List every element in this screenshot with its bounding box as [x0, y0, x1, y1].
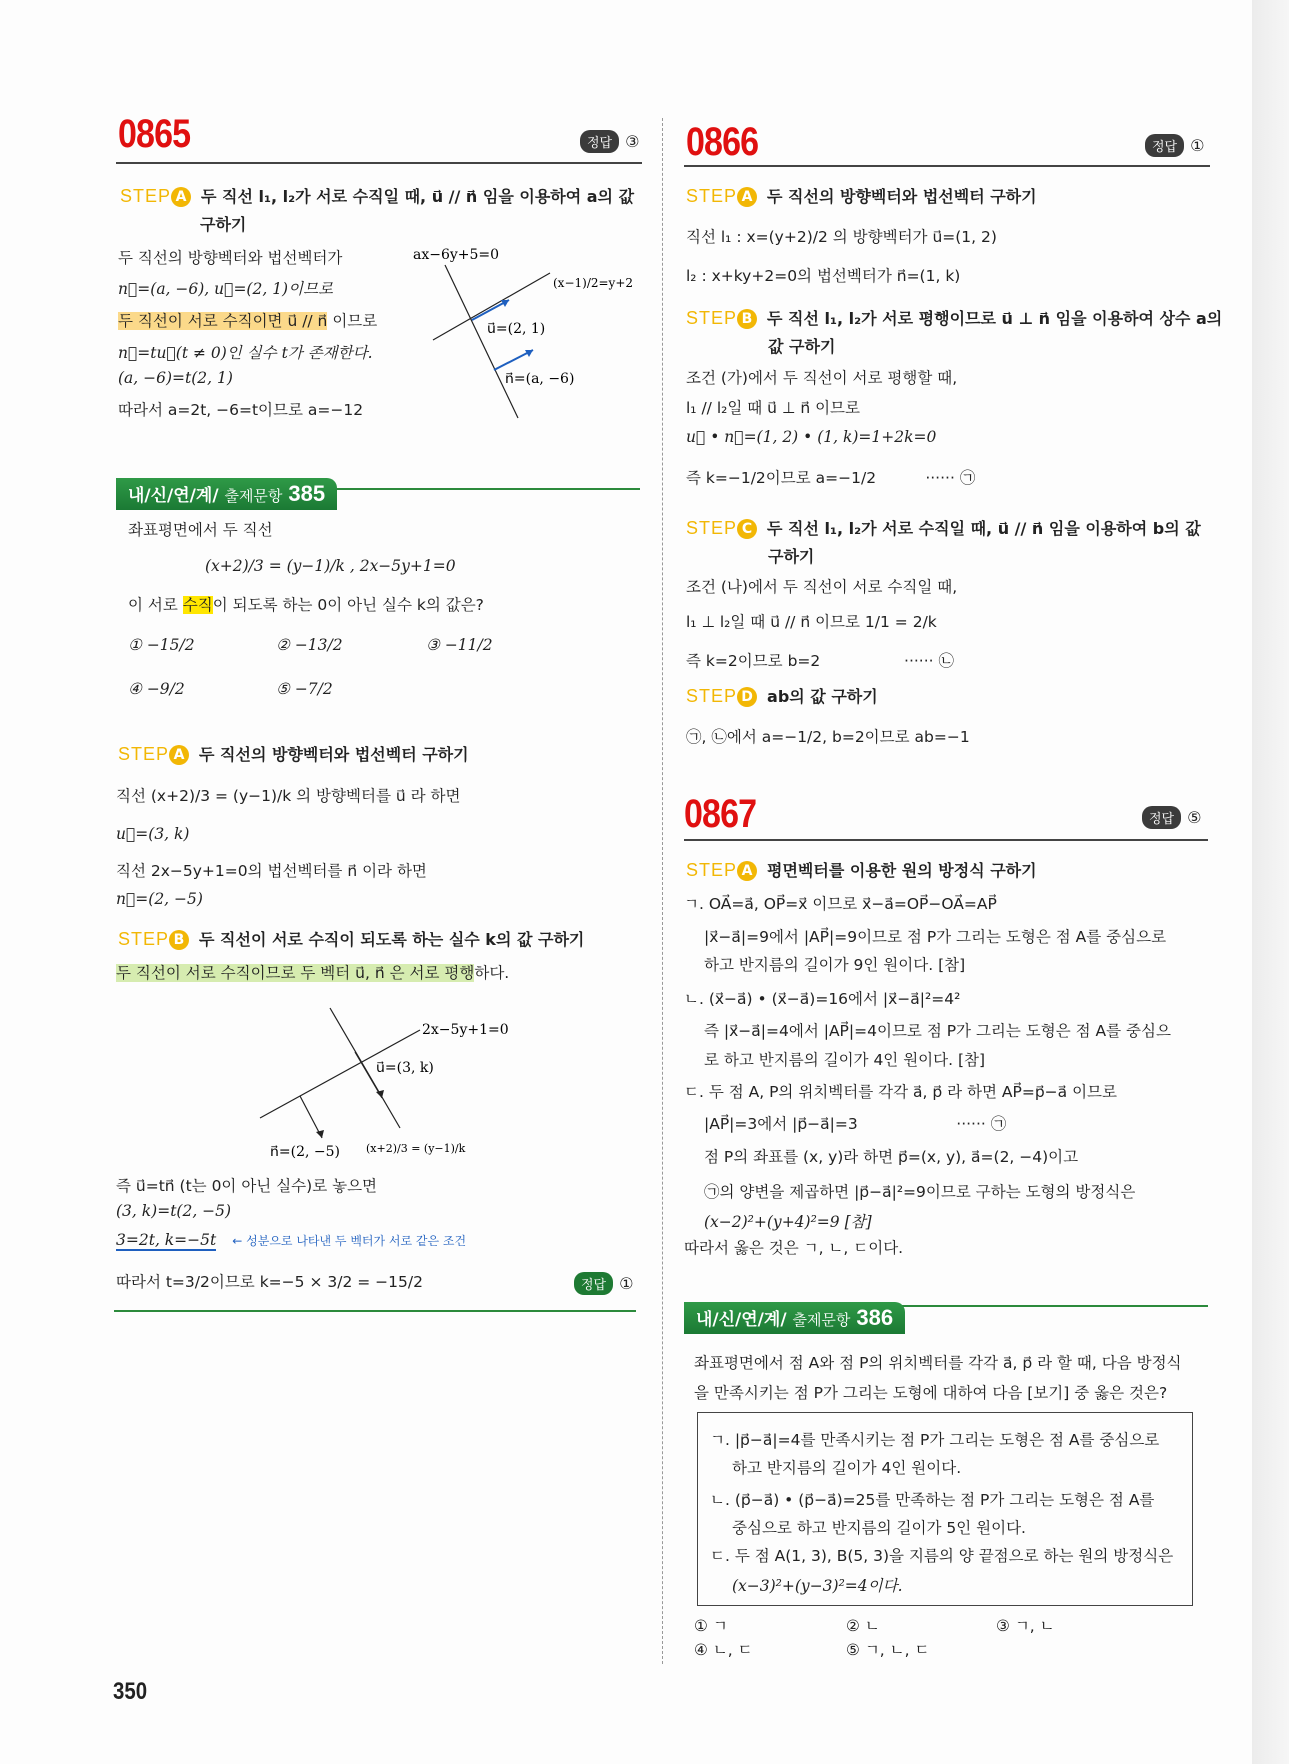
header-number: 385: [288, 481, 326, 506]
choice-1[interactable]: ① −15/2: [128, 636, 195, 654]
text-line: ㄷ. 두 점 A, P의 위치벡터를 각각 a⃗, p⃗ 라 하면 AP⃗=p⃗−a⃗ 이므로: [684, 1083, 1117, 1101]
bogi-item: (x−3)²+(y−3)²=4이다.: [732, 1577, 903, 1595]
text-line: 즉 u⃗=tn⃗ (t는 0이 아닌 실수)로 놓으면: [116, 1177, 378, 1195]
box-end-rule: [114, 1310, 636, 1312]
choice-4[interactable]: ④ ㄴ, ㄷ: [694, 1641, 753, 1659]
bogi-item: ㄷ. 두 점 A(1, 3), B(5, 3)을 지름의 양 끝점으로 하는 원의 방정식은: [710, 1547, 1174, 1565]
text-line: (x−2)²+(y+4)²=9 [참]: [704, 1213, 872, 1231]
text-line: 조건 (나)에서 두 직선이 서로 수직일 때,: [686, 578, 958, 596]
choice-3[interactable]: ③ −11/2: [426, 636, 493, 654]
step-letter: C: [737, 519, 757, 539]
answer-0866: [1145, 134, 1204, 157]
text-line: 두 직선의 방향벡터와 법선벡터가: [118, 249, 343, 267]
step-b-heading-cont: 값 구하기: [768, 337, 836, 356]
text-line: (3, k)=t(2, −5): [116, 1202, 232, 1220]
step-a-heading: [686, 858, 1037, 881]
answer-value: ⑤: [1187, 808, 1202, 827]
text: 이 되도록 하는 0이 아닌 실수 k의 값은?: [212, 596, 484, 614]
text-line: |AP⃗|=3에서 |p⃗−a⃗|=3 ······ ㉠: [704, 1115, 1007, 1133]
step-d-heading: [686, 684, 878, 707]
step-a-heading: [686, 184, 1037, 207]
text-line: 점 P의 좌표를 (x, y)라 하면 p⃗=(x, y), a⃗=(2, −4)이고: [704, 1148, 1079, 1166]
answer-0865: [580, 130, 639, 153]
text-line: u⃗ • n⃗=(1, 2) • (1, k)=1+2k=0: [686, 428, 937, 446]
bogi-item: 하고 반지름의 길이가 4인 원이다.: [732, 1459, 962, 1477]
step-label: STEP: [118, 744, 170, 764]
bogi-item: ㄴ. (p⃗−a⃗) • (p⃗−a⃗)=25를 만족하는 점 P가 그리는 도형은 점 A를: [710, 1491, 1155, 1509]
answer-value: ③: [625, 132, 640, 151]
highlight-line: [116, 961, 509, 983]
answer-badge: 정답: [1145, 134, 1184, 157]
line-label: 2x−5y+1=0: [422, 1022, 509, 1038]
question-equation: (x+2)/3 = (y−1)/k , 2x−5y+1=0: [205, 557, 456, 575]
question-text: [128, 593, 484, 615]
choice-5[interactable]: ⑤ −7/2: [276, 680, 333, 698]
text-line: (a, −6)=t(2, 1): [118, 369, 233, 387]
text-line: l₁ ⊥ l₂일 때 u⃗ // n⃗ 이므로 1/1 = 2/k: [686, 613, 937, 631]
step-title: 두 직선의 방향벡터와 법선벡터 구하기: [199, 745, 469, 764]
arrowhead: [316, 1130, 324, 1138]
title-rule: [684, 165, 1210, 167]
choice-4[interactable]: ④ −9/2: [128, 680, 185, 698]
line-1: [445, 265, 518, 418]
line-label-2: (x−1)/2=y+2: [553, 276, 634, 290]
step-title: 두 직선의 방향벡터와 법선벡터 구하기: [767, 187, 1037, 206]
header-sub: 출제문항: [792, 1311, 851, 1329]
text-line: ㉠, ㉡에서 a=−1/2, b=2이므로 ab=−1: [686, 728, 970, 746]
text-line: 직선 l₁ : x=(y+2)/2 의 방향벡터가 u⃗=(1, 2): [686, 228, 997, 246]
step-a-heading-cont: 구하기: [200, 215, 247, 234]
u-label: u⃗=(2, 1): [487, 321, 546, 337]
text-line: 직선 (x+2)/3 = (y−1)/k 의 방향벡터를 u⃗ 라 하면: [116, 787, 461, 805]
step-a-heading: [120, 184, 634, 207]
step-label: STEP: [686, 186, 738, 206]
text: 이므로: [327, 312, 378, 330]
page-number: 350: [113, 1678, 148, 1705]
text-line: l₂ : x+ky+2=0의 법선벡터가 n⃗=(1, k): [686, 267, 961, 285]
question-text: 좌표평면에서 두 직선: [128, 521, 273, 539]
text-line: ㄱ. OA⃗=a⃗, OP⃗=x⃗ 이므로 x⃗−a⃗=OP⃗−OA⃗=AP⃗: [684, 895, 997, 913]
text-line: ㄴ. (x⃗−a⃗) • (x⃗−a⃗)=16에서 |x⃗−a⃗|²=4²: [684, 990, 961, 1008]
problem-number-0867: 0867: [684, 792, 757, 836]
text-line: 로 하고 반지름의 길이가 4인 원이다. [참]: [704, 1051, 986, 1069]
related-problem-header-385: [116, 478, 337, 510]
diagram-385: [230, 996, 530, 1166]
step-label: STEP: [686, 308, 738, 328]
step-title: 두 직선 l₁, l₂가 서로 수직일 때, u⃗ // n⃗ 임을 이용하여 b의 값: [767, 519, 1201, 538]
step-title: 두 직선 l₁, l₂가 서로 수직일 때, u⃗ // n⃗ 임을 이용하여 a의 값: [201, 187, 635, 206]
title-rule: [116, 162, 642, 164]
text-line: 따라서 t=3/2이므로 k=−5 × 3/2 = −15/2: [116, 1273, 423, 1291]
problem-number-0865: 0865: [118, 112, 191, 156]
answer-badge: 정답: [574, 1272, 613, 1295]
answer-value: ①: [619, 1274, 634, 1293]
text-line: 하고 반지름의 길이가 9인 원이다. [참]: [704, 956, 966, 974]
choice-2[interactable]: ② ㄴ: [846, 1617, 880, 1635]
choice-5[interactable]: ⑤ ㄱ, ㄴ, ㄷ: [846, 1641, 930, 1659]
text-line: u⃗=(3, k): [116, 825, 190, 843]
text-line: ㉠의 양변을 제곱하면 |p⃗−a⃗|²=9이므로 구하는 도형의 방정식은: [704, 1183, 1136, 1201]
n-label: n⃗=(2, −5): [270, 1144, 340, 1160]
text: 하다.: [474, 964, 510, 982]
highlight: 수직: [182, 596, 213, 614]
answer-badge: 정답: [580, 130, 619, 153]
step-title: 평면벡터를 이용한 원의 방정식 구하기: [767, 861, 1037, 880]
page-edge: [1252, 0, 1289, 1764]
header-number: 386: [856, 1305, 894, 1330]
problem-number-0866: 0866: [686, 120, 759, 164]
question-text: 좌표평면에서 점 A와 점 P의 위치벡터를 각각 a⃗, p⃗ 라 할 때, 다음 방정식: [694, 1354, 1182, 1372]
choice-1[interactable]: ① ㄱ: [694, 1617, 728, 1635]
text-line: 즉 k=−1/2이므로 a=−1/2 ······ ㉠: [686, 469, 976, 487]
u-label: u⃗=(3, k): [376, 1060, 434, 1076]
arrowhead: [376, 1090, 384, 1098]
answer-badge: 정답: [1142, 806, 1181, 829]
text-line: l₁ // l₂일 때 u⃗ ⊥ n⃗ 이므로: [686, 399, 860, 417]
diagram-0865: [405, 240, 635, 420]
text-line: 즉 |x⃗−a⃗|=4에서 |AP⃗|=4이므로 점 P가 그리는 도형은 점 A를 중심으: [704, 1022, 1171, 1040]
text: 이 서로: [128, 596, 183, 614]
condition-line: [116, 1231, 466, 1249]
step-label: STEP: [120, 186, 172, 206]
step-letter: B: [737, 309, 757, 329]
question-text: 을 만족시키는 점 P가 그리는 도형에 대하여 다음 [보기] 중 옳은 것은?: [694, 1384, 1168, 1402]
related-problem-header-386: [684, 1302, 905, 1334]
line-label-1: ax−6y+5=0: [413, 247, 500, 263]
step-title: ab의 값 구하기: [767, 687, 878, 706]
step-letter: D: [737, 687, 757, 707]
step-c-heading-cont: 구하기: [768, 547, 815, 566]
column-divider: [662, 118, 663, 1664]
answer-value: ①: [1190, 136, 1205, 155]
step-letter: A: [169, 745, 189, 765]
text-line: n⃗=tu⃗(t ≠ 0)인 실수 t가 존재한다.: [118, 344, 373, 362]
title-rule: [684, 839, 1208, 841]
step-a-heading: [118, 742, 469, 765]
header-tag: 내/신/연/계/: [128, 486, 219, 506]
answer-385: [574, 1272, 633, 1295]
text-line: 따라서 a=2t, −6=t이므로 a=−12: [118, 401, 364, 419]
header-sub: 출제문항: [224, 487, 283, 505]
step-label: STEP: [118, 929, 170, 949]
text-line: 즉 k=2이므로 b=2 ······ ㉡: [686, 652, 955, 670]
step-label: STEP: [686, 686, 738, 706]
step-c-heading: [686, 516, 1201, 539]
n-label: n⃗=(a, −6): [505, 371, 575, 387]
step-b-heading: [118, 927, 584, 950]
step-letter: A: [737, 861, 757, 881]
text-line: 조건 (가)에서 두 직선이 서로 평행할 때,: [686, 369, 958, 387]
bogi-item: ㄱ. |p⃗−a⃗|=4를 만족시키는 점 P가 그리는 도형은 점 A를 중심으로: [710, 1431, 1160, 1449]
annotation-note: ← 성분으로 나타낸 두 벡터가 서로 같은 조건: [232, 1234, 467, 1248]
bogi-item: 중심으로 하고 반지름의 길이가 5인 원이다.: [732, 1519, 1026, 1537]
line-label-2: (x+2)/3 = (y−1)/k: [366, 1142, 466, 1155]
choice-3[interactable]: ③ ㄱ, ㄴ: [996, 1617, 1055, 1635]
step-letter: A: [737, 187, 757, 207]
step-title: 두 직선 l₁, l₂가 서로 평행이므로 u⃗ ⊥ n⃗ 임을 이용하여 상수 a의: [767, 309, 1223, 328]
step-label: STEP: [686, 860, 738, 880]
step-letter: B: [169, 930, 189, 950]
choice-2[interactable]: ② −13/2: [276, 636, 343, 654]
text-line: n⃗=(2, −5): [116, 890, 203, 908]
header-tag: 내/신/연/계/: [696, 1310, 787, 1330]
step-letter: A: [171, 187, 191, 207]
highlight: 두 직선이 서로 수직이면 u⃗ // n⃗: [118, 312, 328, 330]
step-b-heading: [686, 306, 1222, 329]
answer-0867: [1142, 806, 1201, 829]
text-line: n⃗=(a, −6), u⃗=(2, 1)이므로: [118, 280, 334, 298]
text-line: 직선 2x−5y+1=0의 법선벡터를 n⃗ 이라 하면: [116, 862, 427, 880]
highlight: 두 직선이 서로 수직이므로 두 벡터 u⃗, n⃗ 은 서로 평행: [116, 964, 475, 982]
highlight-line: [118, 309, 377, 331]
text-line: 따라서 옳은 것은 ㄱ, ㄴ, ㄷ이다.: [684, 1239, 904, 1257]
text-line: |x⃗−a⃗|=9에서 |AP⃗|=9이므로 점 P가 그리는 도형은 점 A를 중심으로: [704, 928, 1167, 946]
underlined-equation: 3=2t, k=−5t: [116, 1231, 217, 1249]
step-label: STEP: [686, 518, 738, 538]
step-title: 두 직선이 서로 수직이 되도록 하는 실수 k의 값 구하기: [199, 930, 585, 949]
